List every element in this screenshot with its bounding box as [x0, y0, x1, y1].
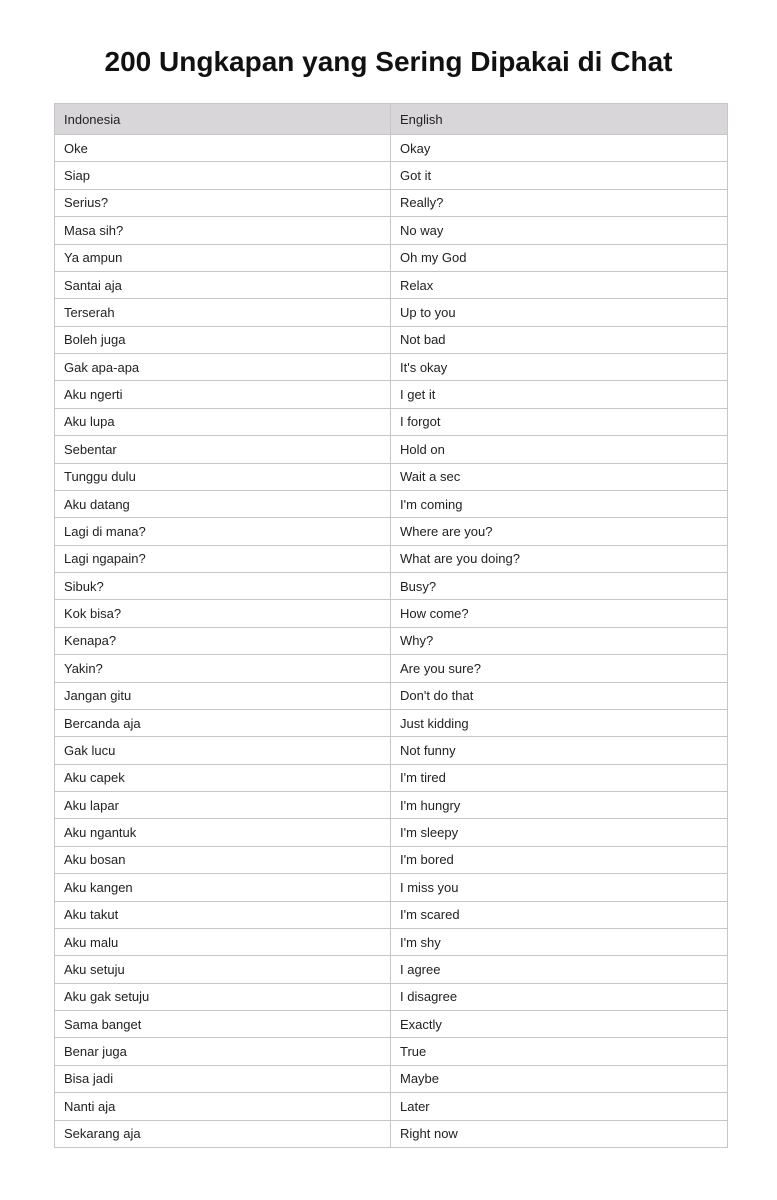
cell-english: I get it: [391, 381, 728, 408]
column-header-english: English: [391, 104, 728, 135]
cell-indonesia: Santai aja: [55, 271, 391, 298]
cell-indonesia: Aku lupa: [55, 408, 391, 435]
cell-english: Maybe: [391, 1065, 728, 1092]
table-row: [55, 545, 728, 572]
cell-indonesia: Oke: [55, 135, 391, 162]
table-body: [55, 135, 728, 1148]
cell-indonesia: Aku gak setuju: [55, 983, 391, 1010]
cell-english: I'm coming: [391, 490, 728, 517]
cell-indonesia: Aku lapar: [55, 792, 391, 819]
cell-english: I'm sleepy: [391, 819, 728, 846]
cell-indonesia: Jangan gitu: [55, 682, 391, 709]
cell-indonesia: Aku bosan: [55, 846, 391, 873]
cell-english: Are you sure?: [391, 655, 728, 682]
cell-indonesia: Kok bisa?: [55, 600, 391, 627]
cell-english: I'm shy: [391, 928, 728, 955]
table-row: [55, 490, 728, 517]
cell-english: Okay: [391, 135, 728, 162]
cell-indonesia: Sekarang aja: [55, 1120, 391, 1147]
cell-english: Hold on: [391, 436, 728, 463]
cell-english: I'm scared: [391, 901, 728, 928]
table-row: [55, 518, 728, 545]
phrase-table: [54, 103, 728, 1148]
table-row: [55, 600, 728, 627]
cell-english: I agree: [391, 956, 728, 983]
cell-indonesia: Aku takut: [55, 901, 391, 928]
cell-indonesia: Bisa jadi: [55, 1065, 391, 1092]
table-row: [55, 1120, 728, 1147]
table-row: [55, 709, 728, 736]
cell-indonesia: Gak lucu: [55, 737, 391, 764]
table-row: [55, 381, 728, 408]
cell-english: I'm bored: [391, 846, 728, 873]
cell-english: I miss you: [391, 874, 728, 901]
table-row: [55, 819, 728, 846]
table-row: [55, 764, 728, 791]
table-row: [55, 189, 728, 216]
table-row: [55, 217, 728, 244]
cell-english: Not funny: [391, 737, 728, 764]
cell-indonesia: Tunggu dulu: [55, 463, 391, 490]
cell-indonesia: Terserah: [55, 299, 391, 326]
cell-english: Up to you: [391, 299, 728, 326]
table-row: [55, 983, 728, 1010]
table-row: [55, 846, 728, 873]
table-row: [55, 408, 728, 435]
cell-indonesia: Sibuk?: [55, 573, 391, 600]
cell-indonesia: Sama banget: [55, 1011, 391, 1038]
table-row: [55, 299, 728, 326]
cell-indonesia: Aku capek: [55, 764, 391, 791]
cell-indonesia: Bercanda aja: [55, 709, 391, 736]
cell-english: I'm tired: [391, 764, 728, 791]
cell-english: Later: [391, 1093, 728, 1120]
cell-english: I'm hungry: [391, 792, 728, 819]
table-row: [55, 627, 728, 654]
table-row: [55, 1011, 728, 1038]
cell-indonesia: Serius?: [55, 189, 391, 216]
cell-indonesia: Aku setuju: [55, 956, 391, 983]
cell-english: I disagree: [391, 983, 728, 1010]
cell-english: True: [391, 1038, 728, 1065]
cell-indonesia: Yakin?: [55, 655, 391, 682]
cell-english: Relax: [391, 271, 728, 298]
cell-english: No way: [391, 217, 728, 244]
cell-english: Right now: [391, 1120, 728, 1147]
cell-indonesia: Aku kangen: [55, 874, 391, 901]
table-row: [55, 874, 728, 901]
cell-indonesia: Siap: [55, 162, 391, 189]
table-row: [55, 573, 728, 600]
table-row: [55, 326, 728, 353]
cell-indonesia: Kenapa?: [55, 627, 391, 654]
cell-english: Not bad: [391, 326, 728, 353]
cell-english: Where are you?: [391, 518, 728, 545]
cell-indonesia: Lagi ngapain?: [55, 545, 391, 572]
cell-indonesia: Aku ngerti: [55, 381, 391, 408]
header-row: [55, 104, 728, 135]
cell-indonesia: Benar juga: [55, 1038, 391, 1065]
cell-english: What are you doing?: [391, 545, 728, 572]
table-row: [55, 436, 728, 463]
cell-english: Wait a sec: [391, 463, 728, 490]
table-row: [55, 271, 728, 298]
cell-indonesia: Aku malu: [55, 928, 391, 955]
table-row: [55, 737, 728, 764]
cell-english: How come?: [391, 600, 728, 627]
table-row: [55, 1093, 728, 1120]
cell-indonesia: Lagi di mana?: [55, 518, 391, 545]
table-row: [55, 354, 728, 381]
cell-english: It's okay: [391, 354, 728, 381]
table-row: [55, 956, 728, 983]
table-row: [55, 162, 728, 189]
cell-indonesia: Boleh juga: [55, 326, 391, 353]
table-row: [55, 792, 728, 819]
column-header-indonesia: Indonesia: [55, 104, 391, 135]
cell-english: Really?: [391, 189, 728, 216]
cell-english: Busy?: [391, 573, 728, 600]
table-row: [55, 1065, 728, 1092]
cell-indonesia: Gak apa-apa: [55, 354, 391, 381]
cell-english: Just kidding: [391, 709, 728, 736]
table-row: [55, 901, 728, 928]
cell-english: Exactly: [391, 1011, 728, 1038]
table-row: [55, 928, 728, 955]
cell-indonesia: Aku ngantuk: [55, 819, 391, 846]
cell-english: Oh my God: [391, 244, 728, 271]
table-row: [55, 244, 728, 271]
cell-indonesia: Sebentar: [55, 436, 391, 463]
page-title: 200 Ungkapan yang Sering Dipakai di Chat: [104, 46, 673, 77]
table-row: [55, 463, 728, 490]
table-row: [55, 135, 728, 162]
table-row: [55, 655, 728, 682]
cell-english: Don't do that: [391, 682, 728, 709]
cell-indonesia: Nanti aja: [55, 1093, 391, 1120]
cell-indonesia: Ya ampun: [55, 244, 391, 271]
cell-english: Got it: [391, 162, 728, 189]
cell-indonesia: Aku datang: [55, 490, 391, 517]
table-row: [55, 1038, 728, 1065]
cell-english: I forgot: [391, 408, 728, 435]
table-row: [55, 682, 728, 709]
table-header: [55, 104, 728, 135]
cell-indonesia: Masa sih?: [55, 217, 391, 244]
cell-english: Why?: [391, 627, 728, 654]
